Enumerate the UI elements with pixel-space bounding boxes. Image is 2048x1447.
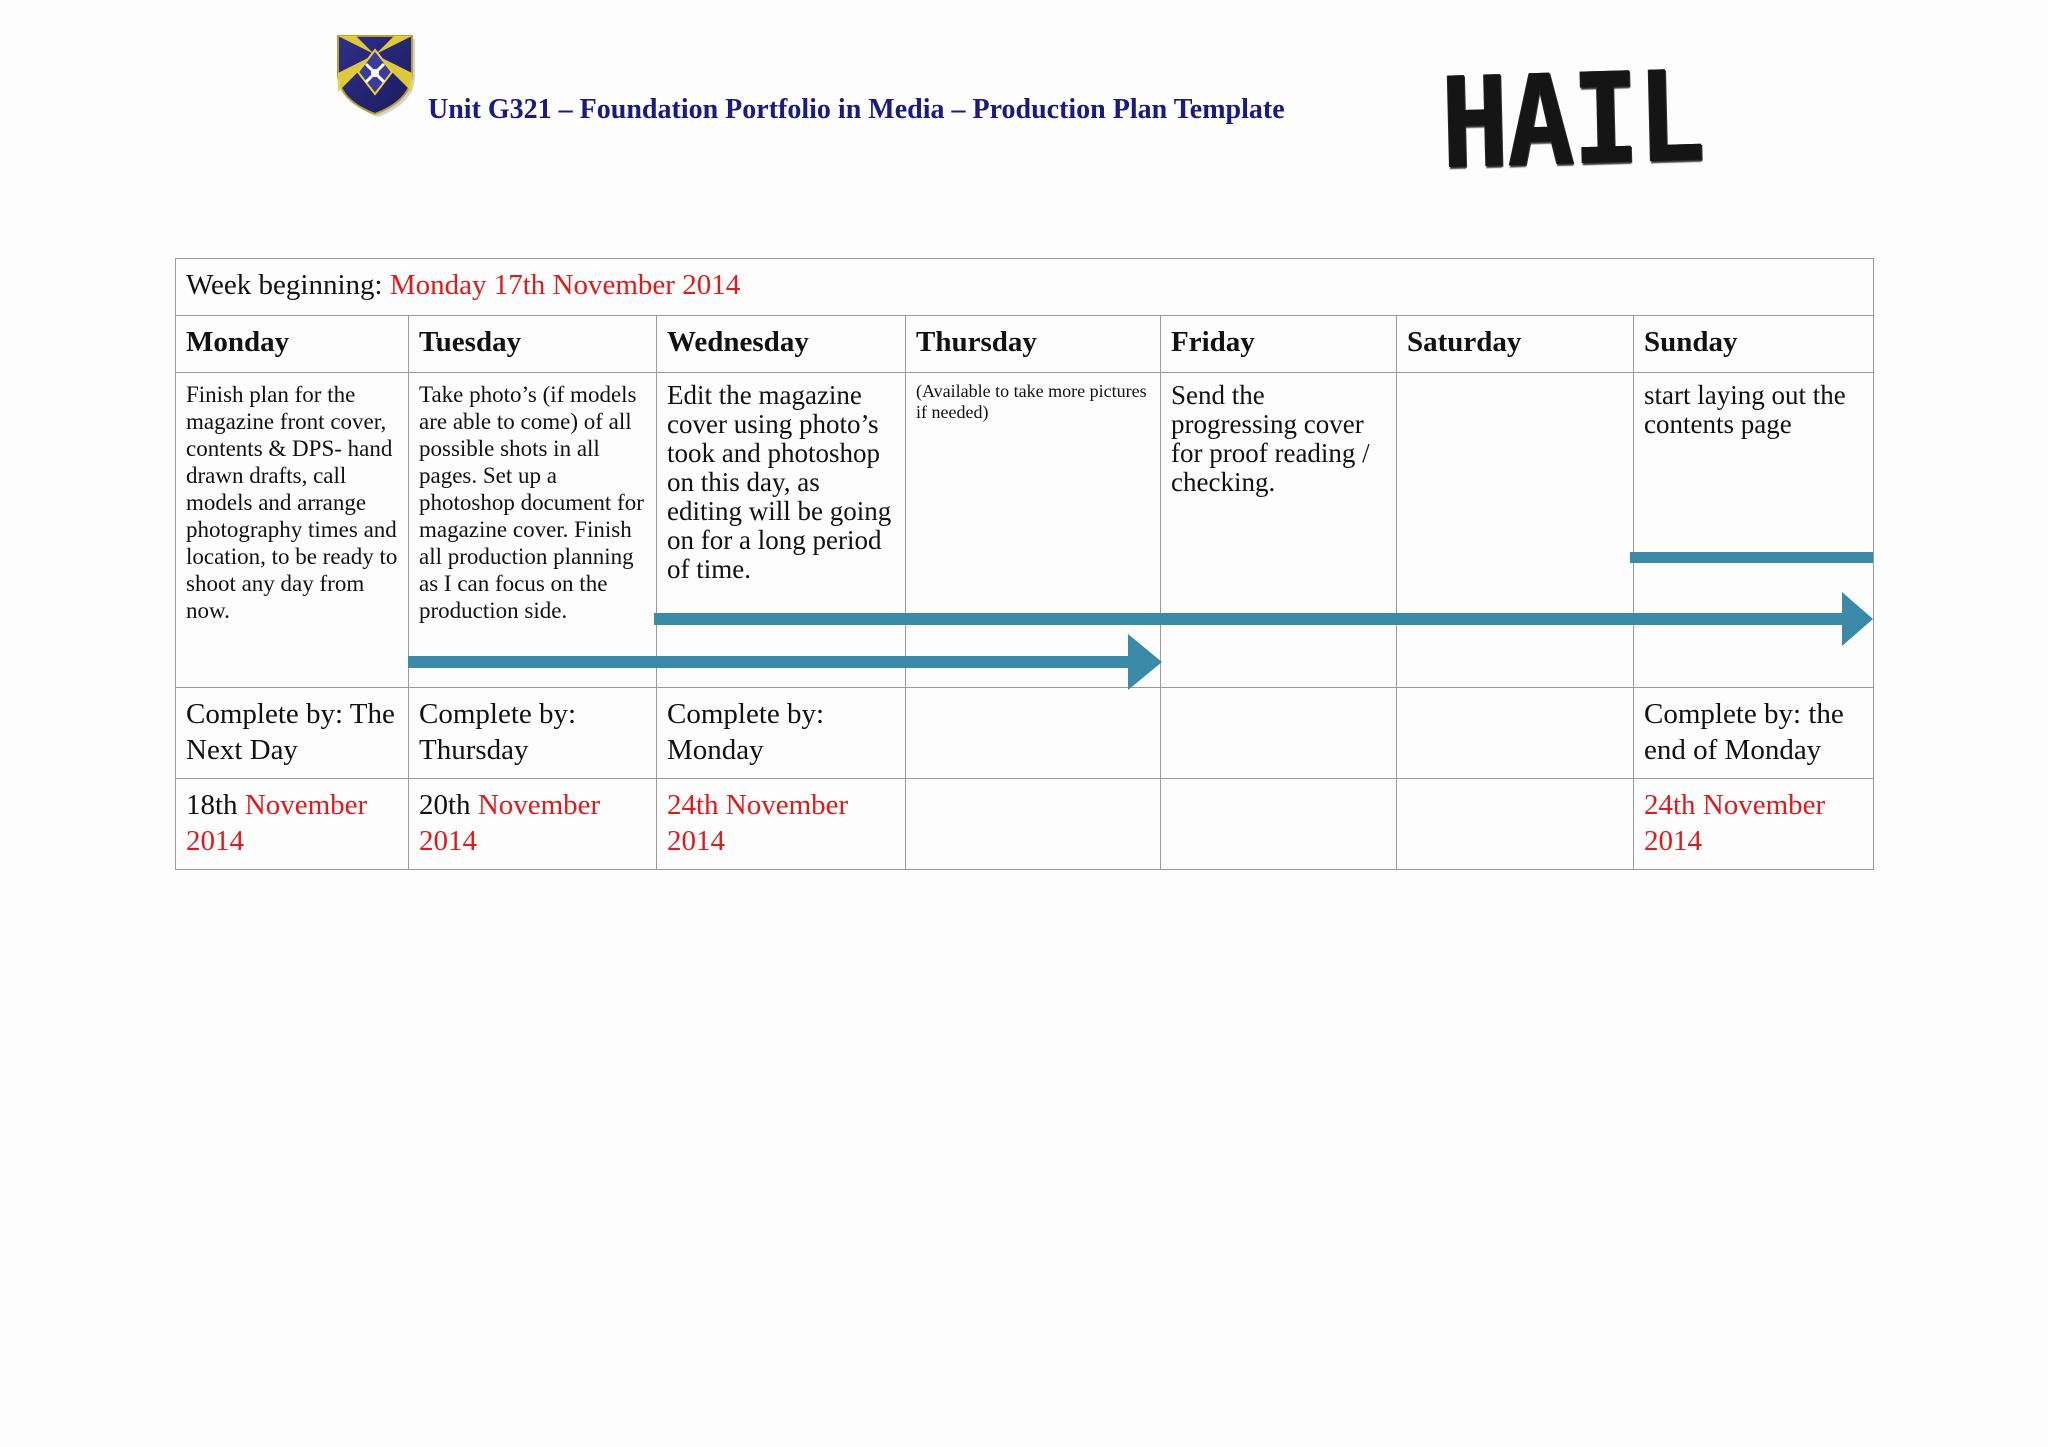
- day-header-row: [176, 316, 1874, 373]
- task-friday: Send the progressing cover for proof reading / checking.: [1161, 373, 1397, 688]
- day-header-friday: Friday: [1161, 316, 1397, 373]
- due-date-monday: [176, 779, 409, 870]
- due-date-monday-month-year: November 2014: [186, 789, 368, 857]
- due-date-saturday: [1397, 779, 1634, 870]
- day-header-tuesday: Tuesday: [409, 316, 657, 373]
- complete-by-tuesday: Complete by: Thursday: [409, 688, 657, 779]
- hail-logo: HAIL: [1439, 44, 1705, 198]
- complete-by-sunday: Complete by: the end of Monday: [1634, 688, 1874, 779]
- complete-by-friday: [1161, 688, 1397, 779]
- document-title: Unit G321 – Foundation Portfolio in Media – Production Plan Template: [428, 94, 1285, 125]
- complete-by-saturday: [1397, 688, 1634, 779]
- due-date-tuesday-day: 20th: [419, 789, 478, 821]
- day-header-monday: Monday: [176, 316, 409, 373]
- production-plan-table: [175, 258, 1874, 870]
- week-beginning-row: [176, 259, 1874, 316]
- task-wednesday: Edit the magazine cover using photo’s took and photoshop on this day, as editing will be going on for a long period of time.: [657, 373, 906, 688]
- task-monday: Finish plan for the magazine front cover, contents & DPS- hand drawn drafts, call models and arrange photography times and location, to be ready to shoot any day from now.: [176, 373, 409, 688]
- due-date-sunday: 24th November 2014: [1634, 779, 1874, 870]
- task-row: [176, 373, 1874, 688]
- complete-by-monday: Complete by: The Next Day: [176, 688, 409, 779]
- task-sunday: start laying out the contents page: [1634, 373, 1874, 688]
- day-header-saturday: Saturday: [1397, 316, 1634, 373]
- day-header-wednesday: Wednesday: [657, 316, 906, 373]
- week-beginning-cell: [176, 259, 1874, 316]
- task-thursday: (Available to take more pictures if needed): [906, 373, 1161, 688]
- complete-by-row: [176, 688, 1874, 779]
- due-date-row: [176, 779, 1874, 870]
- due-date-tuesday: [409, 779, 657, 870]
- day-header-sunday: Sunday: [1634, 316, 1874, 373]
- task-tuesday: Take photo’s (if models are able to come) of all possible shots in all pages. Set up a photoshop document for magazine cover. Finish all production planning as I can focus on the production side.: [409, 373, 657, 688]
- complete-by-thursday: [906, 688, 1161, 779]
- school-crest-icon: [330, 28, 420, 118]
- task-saturday: [1397, 373, 1634, 688]
- day-header-thursday: Thursday: [906, 316, 1161, 373]
- complete-by-wednesday: Complete by: Monday: [657, 688, 906, 779]
- due-date-monday-day: 18th: [186, 789, 245, 821]
- due-date-tuesday-month-year: November 2014: [419, 789, 601, 857]
- due-date-thursday: [906, 779, 1161, 870]
- due-date-wednesday: 24th November 2014: [657, 779, 906, 870]
- week-beginning-date: Monday 17th November 2014: [389, 269, 741, 301]
- week-beginning-label: Week beginning:: [186, 269, 390, 301]
- due-date-friday: [1161, 779, 1397, 870]
